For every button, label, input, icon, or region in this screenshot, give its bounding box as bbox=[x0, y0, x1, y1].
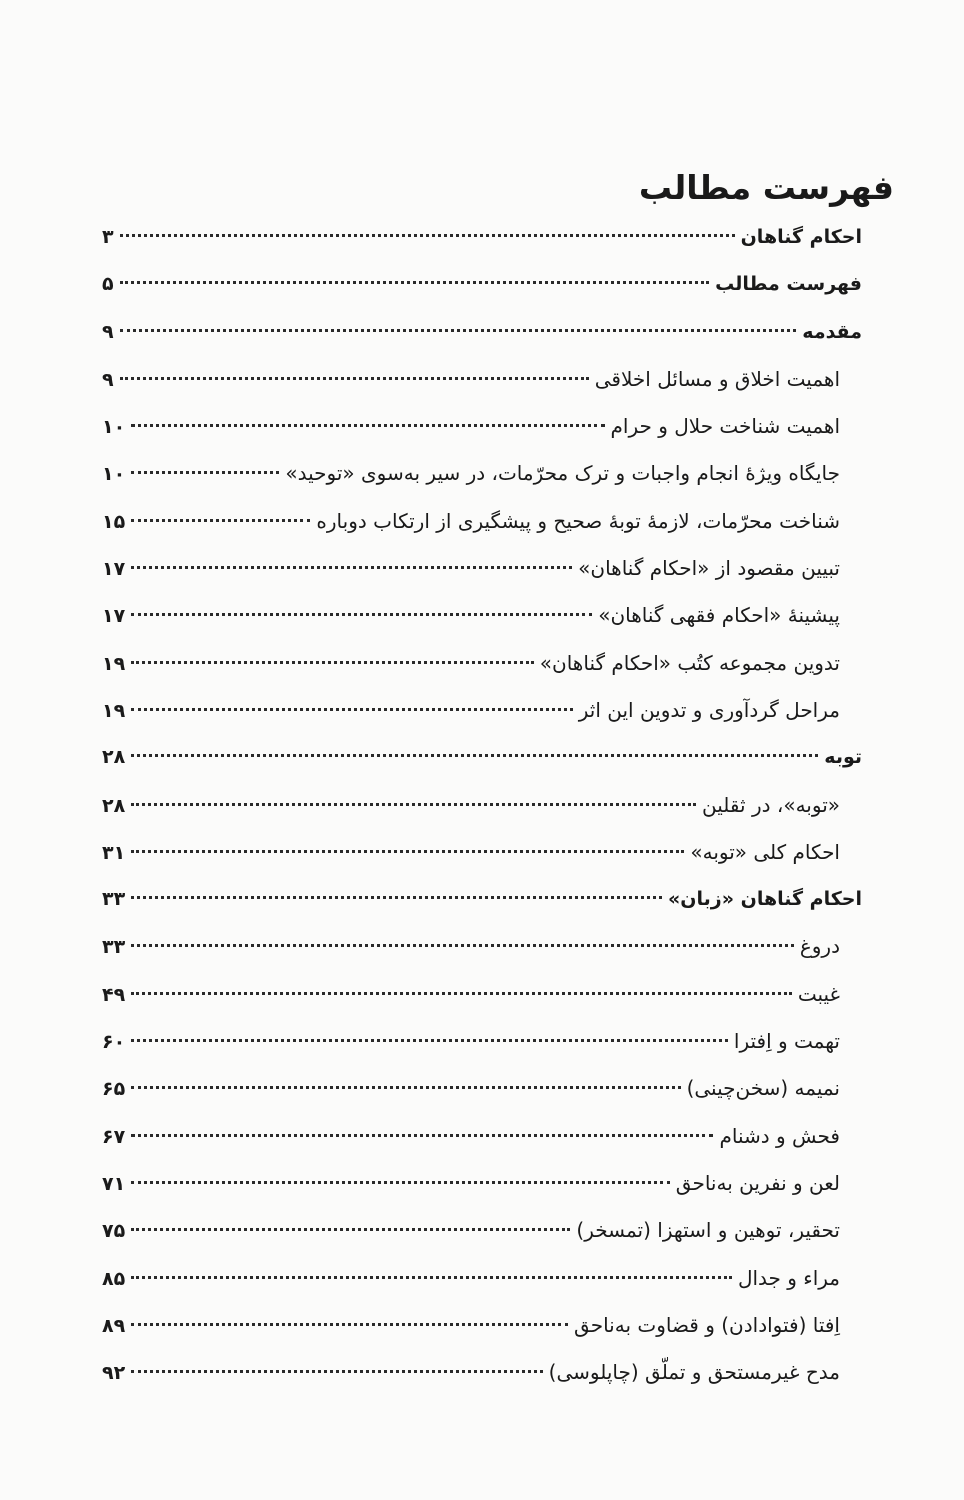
toc-entry-label: مدح غیرمستحق و تملّق (چاپلوسی) bbox=[548, 1360, 840, 1385]
toc-entry-page-number: ۳ bbox=[102, 226, 114, 248]
toc-entry-page-number: ۱۷ bbox=[102, 558, 126, 581]
toc-entry bbox=[102, 1302, 840, 1349]
toc-entry-page-number: ۴۹ bbox=[102, 983, 126, 1006]
dot-leader bbox=[131, 661, 534, 664]
toc-entry bbox=[102, 876, 862, 923]
toc-entry-label: احکام گناهان «زبان» bbox=[668, 888, 862, 911]
dot-leader bbox=[131, 471, 279, 474]
dot-leader bbox=[131, 1370, 542, 1373]
toc-entry bbox=[102, 1065, 840, 1112]
dot-leader bbox=[131, 519, 310, 522]
toc-entry-page-number: ۱۹ bbox=[102, 699, 126, 722]
toc-entry bbox=[102, 261, 862, 308]
toc-entry-page-number: ۲۸ bbox=[102, 794, 126, 817]
dot-leader bbox=[120, 234, 735, 237]
toc-list bbox=[102, 214, 862, 1396]
dot-leader bbox=[131, 754, 818, 757]
dot-leader bbox=[131, 708, 573, 711]
toc-entry-label: دروغ bbox=[799, 934, 840, 959]
dot-leader bbox=[131, 1134, 713, 1137]
toc-entry-page-number: ۹ bbox=[102, 320, 114, 343]
toc-entry-page-number: ۳۱ bbox=[102, 841, 126, 864]
toc-entry-label: اهمیت شناخت حلال و حرام bbox=[610, 414, 840, 439]
dot-leader bbox=[131, 1323, 568, 1326]
page-title: فهرست مطالب bbox=[638, 168, 894, 207]
toc-entry-page-number: ۵ bbox=[102, 273, 114, 296]
toc-entry bbox=[102, 403, 840, 450]
dot-leader bbox=[131, 1039, 728, 1042]
toc-entry bbox=[102, 1160, 840, 1207]
toc-entry-page-number: ۹ bbox=[102, 368, 114, 391]
toc-entry-page-number: ۱۰ bbox=[102, 463, 126, 486]
toc-entry-page-number: ۱۵ bbox=[102, 510, 126, 533]
toc-entry-page-number: ۷۵ bbox=[102, 1220, 126, 1243]
toc-entry bbox=[102, 640, 840, 687]
toc-entry bbox=[102, 592, 840, 639]
toc-entry-page-number: ۱۰ bbox=[102, 416, 126, 439]
dot-leader bbox=[131, 896, 662, 899]
dot-leader bbox=[131, 1276, 732, 1279]
toc-entry-label: «توبه»، در ثقلین bbox=[702, 792, 840, 817]
toc-entry bbox=[102, 971, 840, 1018]
toc-entry-label: نمیمه (سخن‌چینی) bbox=[686, 1076, 840, 1101]
toc-entry-page-number: ۲۸ bbox=[102, 746, 126, 769]
toc-entry-label: مراحل گردآوری و تدوین این اثر bbox=[578, 697, 840, 722]
toc-entry-page-number: ۶۵ bbox=[102, 1078, 126, 1101]
toc-entry-label: تهمت و اِفترا bbox=[733, 1029, 840, 1054]
toc-entry bbox=[102, 782, 840, 829]
toc-entry bbox=[102, 829, 840, 876]
dot-leader bbox=[131, 1181, 670, 1184]
toc-entry-page-number: ۸۵ bbox=[102, 1267, 126, 1290]
dot-leader bbox=[131, 850, 684, 853]
toc-entry-label: شناخت محرّمات، لازمهٔ توبهٔ صحیح و پیشگیری از ارتکاب دوباره bbox=[316, 508, 840, 533]
toc-entry bbox=[102, 545, 840, 592]
dot-leader bbox=[120, 329, 797, 332]
dot-leader bbox=[131, 803, 696, 806]
toc-entry-label: فهرست مطالب bbox=[715, 273, 862, 296]
toc-entry-label: احکام کلی «توبه» bbox=[690, 839, 840, 864]
toc-entry-label: اِفتا (فتوادادن) و قضاوت به‌ناحق bbox=[574, 1312, 840, 1337]
toc-entry-label: توبه bbox=[824, 746, 862, 769]
toc-entry bbox=[102, 734, 862, 781]
toc-entry-page-number: ۶۰ bbox=[102, 1031, 126, 1054]
toc-entry bbox=[102, 356, 840, 403]
toc-entry-label: تحقیر، توهین و استهزا (تمسخر) bbox=[576, 1218, 840, 1243]
toc-entry bbox=[102, 1018, 840, 1065]
dot-leader bbox=[131, 424, 604, 427]
toc-entry-page-number: ۱۷ bbox=[102, 605, 126, 628]
toc-entry-label: جایگاه ویژهٔ انجام واجبات و ترک محرّمات، در سیر به‌سوی «توحید» bbox=[285, 461, 840, 486]
toc-entry-label: پیشینهٔ «احکام فقهی گناهان» bbox=[598, 603, 840, 628]
toc-entry-label: غیبت bbox=[797, 981, 840, 1006]
dot-leader bbox=[131, 944, 794, 947]
toc-entry-page-number: ۶۷ bbox=[102, 1125, 126, 1148]
dot-leader bbox=[131, 566, 572, 569]
dot-leader bbox=[131, 1086, 680, 1089]
toc-entry-label: مراء و جدال bbox=[737, 1265, 840, 1290]
toc-entry bbox=[102, 923, 840, 970]
toc-entry bbox=[102, 687, 840, 734]
toc-entry-page-number: ۷۱ bbox=[102, 1172, 126, 1195]
toc-entry-label: فحش و دشنام bbox=[719, 1123, 840, 1148]
toc-entry-page-number: ۳۳ bbox=[102, 888, 126, 911]
dot-leader bbox=[131, 992, 792, 995]
toc-entry-label: احکام گناهان bbox=[740, 226, 862, 248]
toc-entry bbox=[102, 1207, 840, 1254]
dot-leader bbox=[120, 281, 710, 284]
toc-entry bbox=[102, 450, 840, 497]
toc-entry bbox=[102, 1349, 840, 1396]
toc-entry-label: مقدمه bbox=[802, 320, 862, 343]
toc-entry bbox=[102, 309, 862, 356]
dot-leader bbox=[131, 613, 592, 616]
toc-entry bbox=[102, 214, 862, 261]
toc-entry-label: اهمیت اخلاق و مسائل اخلاقی bbox=[594, 366, 840, 391]
toc-entry-label: تبیین مقصود از «احکام گناهان» bbox=[578, 556, 840, 581]
toc-entry-page-number: ۹۲ bbox=[102, 1362, 126, 1385]
toc-entry-label: تدوین مجموعه کتُب «احکام گناهان» bbox=[539, 650, 840, 675]
toc-entry-page-number: ۳۳ bbox=[102, 936, 126, 959]
toc-entry-page-number: ۸۹ bbox=[102, 1314, 126, 1337]
dot-leader bbox=[131, 1228, 570, 1231]
dot-leader bbox=[120, 377, 589, 380]
toc-entry-page-number: ۱۹ bbox=[102, 652, 126, 675]
toc-entry bbox=[102, 498, 840, 545]
toc-entry-label: لعن و نفرین به‌ناحق bbox=[675, 1170, 840, 1195]
toc-entry bbox=[102, 1255, 840, 1302]
toc-entry bbox=[102, 1113, 840, 1160]
